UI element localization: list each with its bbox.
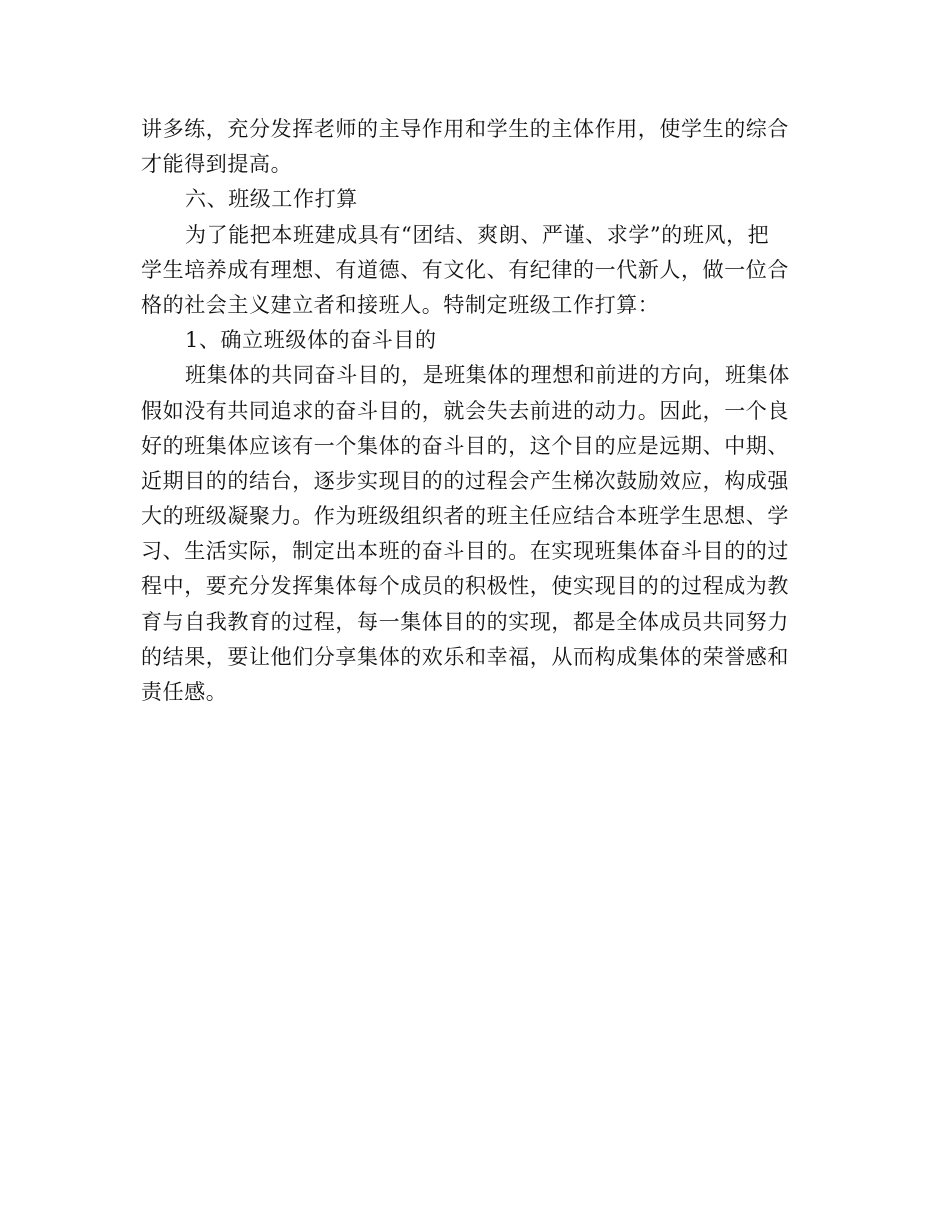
paragraph-line: 格的社会主义建立者和接班人。特制定班级工作打算： <box>141 292 660 317</box>
document-body <box>141 112 811 710</box>
paragraph-line: 讲多练，充分发挥老师的主导作用和学生的主体作用，使学生的综合 <box>141 117 789 141</box>
paragraph-line: 为了能把本班建成具有“团结、爽朗、严谨、求学”的班风，把 <box>185 222 770 247</box>
paragraph-line: 好的班集体应该有一个集体的奋斗目的，这个目的应是远期、中期、 <box>141 433 789 458</box>
paragraph-line: 才能得到提高。 <box>141 152 293 177</box>
paragraph-line: 的结果，要让他们分享集体的欢乐和幸福，从而构成集体的荣誉感和 <box>141 644 789 669</box>
paragraph-line: 大的班级凝聚力。作为班级组织者的班主任应结合本班学生思想、学 <box>141 504 789 529</box>
paragraph-line: 程中，要充分发挥集体每个成员的积极性，使实现目的的过程成为教 <box>141 574 789 599</box>
paragraph-line: 假如没有共同追求的奋斗目的，就会失去前进的动力。因此，一个良 <box>141 398 789 423</box>
section-heading: 六、班级工作打算 <box>185 187 358 212</box>
paragraph-line: 习、生活实际，制定出本班的奋斗目的。在实现班集体奋斗目的的过 <box>141 539 789 564</box>
paragraph-line: 班集体的共同奋斗目的，是班集体的理想和前进的方向，班集体 <box>185 363 790 388</box>
paragraph-line: 近期目的的结台，逐步实现目的的过程会产生梯次鼓励效应，构成强 <box>141 468 789 493</box>
subsection-heading: 1、确立班级体的奋斗目的 <box>185 328 437 353</box>
paragraph-line: 学生培养成有理想、有道德、有文化、有纪律的一代新人，做一位合 <box>141 257 789 282</box>
paragraph-line: 责任感。 <box>141 680 228 704</box>
paragraph-line: 育与自我教育的过程，每一集体目的的实现，都是全体成员共同努力 <box>141 609 789 634</box>
